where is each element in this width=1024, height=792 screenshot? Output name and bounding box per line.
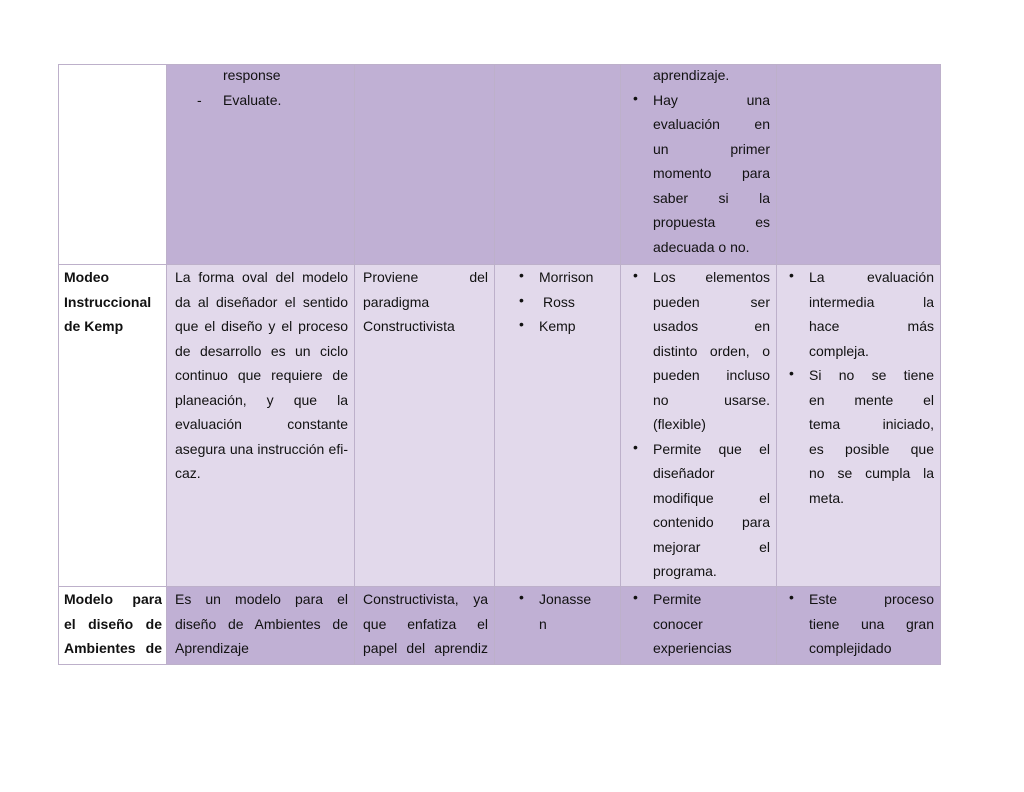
description-line: continuo que requiere de: [175, 367, 348, 383]
disadvantage-item: [785, 365, 934, 512]
authors-cell-continuation: [495, 65, 621, 265]
disadvantage-line: Si no se tiene: [809, 367, 934, 383]
advantage-item: [629, 267, 770, 439]
description-line: de desarrollo es un ciclo: [175, 342, 348, 359]
advantage-line: Los elementos: [653, 269, 770, 285]
model-cell-ambientes: [59, 587, 167, 665]
model-name-line: Ambientes de: [64, 640, 162, 656]
advantage-line: aprendizaje.: [653, 67, 730, 83]
description-line: Es un modelo para el: [175, 591, 348, 607]
table-row-ambientes: [59, 587, 941, 665]
advantage-line: Hay una: [653, 91, 770, 108]
paradigm-line: Constructivista: [363, 318, 455, 334]
advantage-line: modifique el: [653, 489, 770, 506]
paradigm-cell-ambientes: [355, 587, 495, 665]
advantage-line: (flexible): [653, 416, 706, 432]
disadvantage-line: intermedia la: [809, 293, 934, 310]
description-cell-continuation: [167, 65, 355, 265]
advantage-line: programa.: [653, 563, 717, 579]
description-line: planeación, y que la: [175, 391, 348, 408]
advantage-line: un primer: [653, 140, 770, 157]
disadvantages-cell-continuation: [777, 65, 941, 265]
disadvantage-line: La evaluación: [809, 269, 934, 285]
advantage-line: mejorar el: [653, 538, 770, 555]
description-cell-ambientes: [167, 587, 355, 665]
disadvantage-line: Este proceso: [809, 591, 934, 607]
disadvantage-item: [785, 267, 934, 365]
advantages-cell-ambientes: [621, 587, 777, 665]
disadvantage-line: es posible que: [809, 440, 934, 457]
author-item: • Jonasse n: [515, 589, 614, 638]
disadvantage-item: [785, 589, 934, 663]
advantage-line: experiencias: [653, 640, 732, 656]
advantage-line: no usarse.: [653, 391, 770, 408]
description-cell-kemp: [167, 265, 355, 587]
disadvantages-cell-ambientes: [777, 587, 941, 665]
disadvantages-cell-kemp: [777, 265, 941, 587]
disadvantage-line: meta.: [809, 489, 845, 506]
author-name: Jonasse: [539, 591, 592, 607]
paradigm-line: que enfatiza el: [363, 615, 488, 632]
description-line: Aprendizaje: [175, 640, 249, 656]
author-item: • Ross: [515, 292, 614, 317]
description-line: que el diseño y el proceso: [175, 318, 348, 334]
author-item: • Morrison: [515, 267, 614, 292]
description-line: caz.: [175, 465, 201, 481]
advantage-line: contenido para: [653, 514, 770, 530]
advantage-line: evaluación en: [653, 116, 770, 132]
bullet-marker: •: [633, 589, 638, 605]
bullet-marker: •: [789, 589, 794, 605]
bullet-marker: •: [789, 365, 794, 381]
advantage-line: saber si la: [653, 189, 770, 206]
models-table: [58, 64, 941, 665]
advantage-line: usados en: [653, 318, 770, 334]
author-name: Morrison: [539, 269, 594, 285]
advantage-line: Permite: [653, 591, 702, 607]
paradigm-line: papel del aprendiz: [363, 640, 488, 656]
advantage-item: [629, 65, 770, 90]
advantage-line: pueden ser: [653, 293, 770, 310]
model-name-line: el diseño de: [64, 615, 162, 632]
authors-cell-kemp: [495, 265, 621, 587]
model-name-line: de Kemp: [64, 318, 124, 334]
description-dash-item: [175, 90, 348, 115]
advantage-line: propuesta es: [653, 214, 770, 230]
bullet-marker: •: [633, 267, 638, 283]
description-line: Evaluate.: [223, 91, 282, 108]
paradigm-cell-continuation: [355, 65, 495, 265]
advantages-cell-kemp: [621, 265, 777, 587]
description-line: La forma oval del modelo: [175, 269, 348, 285]
advantages-cell-continuation: [621, 65, 777, 265]
model-cell-kemp: [59, 265, 167, 587]
disadvantage-line: hace más: [809, 318, 934, 334]
author-name: Kemp: [539, 318, 576, 334]
authors-cell-ambientes: [495, 587, 621, 665]
paradigm-line: Proviene del: [363, 269, 488, 285]
bullet-marker: •: [789, 267, 794, 283]
advantage-line: diseñador: [653, 465, 715, 481]
disadvantage-line: tiene una gran: [809, 615, 934, 632]
disadvantage-line: compleja.: [809, 342, 869, 359]
paradigm-line: paradigma: [363, 293, 430, 310]
dash-marker: -: [197, 91, 202, 108]
author-name: Ross: [543, 293, 575, 310]
model-name-line: Modeo: [64, 269, 110, 285]
table-row-continuation: [59, 65, 941, 265]
advantage-line: distinto orden, o: [653, 342, 770, 359]
author-item: • Kemp: [515, 316, 614, 341]
author-name: n: [539, 615, 547, 632]
description-line: diseño de Ambientes de: [175, 615, 348, 632]
bullet-marker: •: [633, 438, 638, 455]
description-line: da al diseñador el sentido: [175, 293, 348, 310]
paradigm-line: Constructivista, ya: [363, 591, 488, 607]
advantage-item: [629, 90, 770, 262]
disadvantage-line: en mente el: [809, 391, 934, 408]
advantage-item: [629, 439, 770, 586]
disadvantage-line: complejidado: [809, 640, 892, 656]
paradigm-cell-kemp: [355, 265, 495, 587]
disadvantage-line: no se cumpla la: [809, 465, 934, 481]
description-line: response: [223, 67, 281, 83]
advantage-line: momento para: [653, 165, 770, 181]
model-cell-continuation: [59, 65, 167, 265]
model-name-line: Modelo para: [64, 591, 162, 607]
description-line: evaluación constante: [175, 416, 348, 432]
advantage-line: conocer: [653, 615, 703, 632]
table-row-kemp: [59, 265, 941, 587]
advantage-item: [629, 589, 770, 663]
advantage-line: Permite que el: [653, 440, 770, 457]
advantage-line: pueden incluso: [653, 367, 770, 383]
model-name-line: Instruccional: [64, 293, 152, 310]
bullet-marker: •: [633, 89, 638, 106]
advantage-line: adecuada o no.: [653, 238, 750, 255]
description-line: asegura una instrucción efi-: [175, 440, 348, 457]
disadvantage-line: tema iniciado,: [809, 416, 934, 432]
